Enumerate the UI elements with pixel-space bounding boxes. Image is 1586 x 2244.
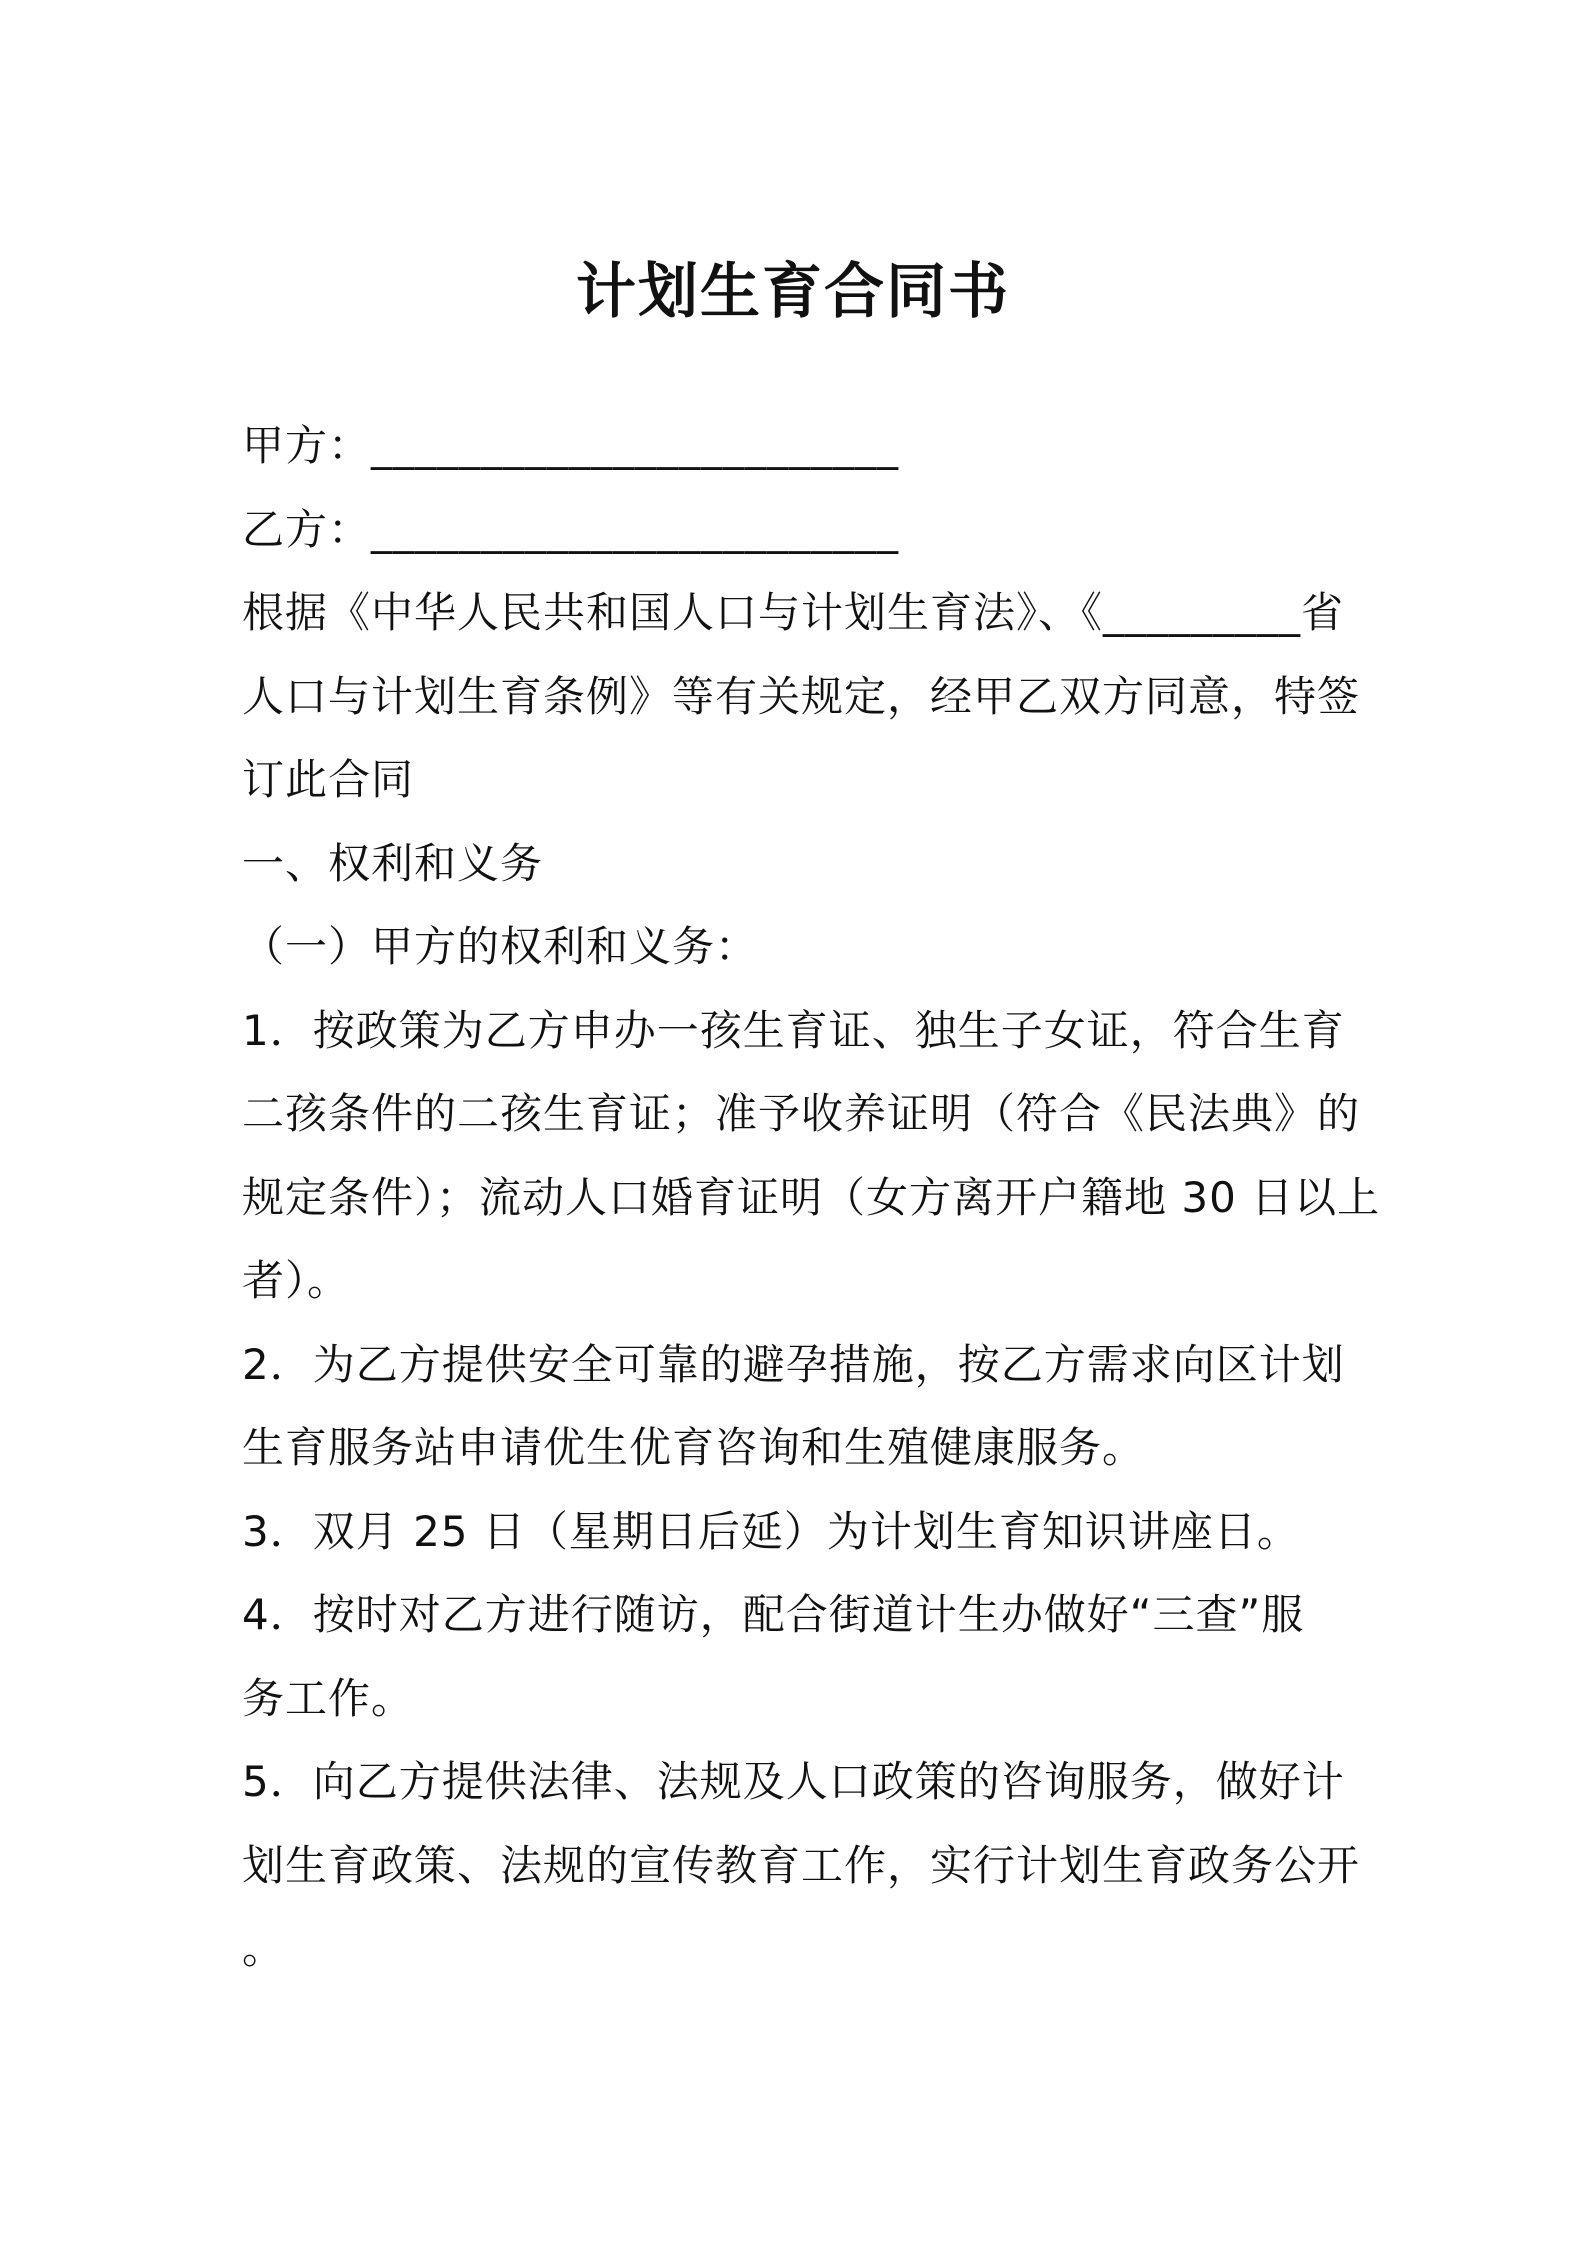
preamble-line: 根据《中华人民共和国人口与计划生育法》、《_________省 xyxy=(242,588,1345,637)
clause-line: 3．双月 25 日（星期日后延）为计划生育知识讲座日。 xyxy=(242,1506,1300,1556)
clause-line: 生育服务站申请优生优育咨询和生殖健康服务。 xyxy=(242,1423,1146,1472)
preamble-line: 人口与计划生育条例》等有关规定，经甲乙双方同意，特签 xyxy=(242,671,1361,721)
clause-line: 2．为乙方提供安全可靠的避孕措施，按乙方需求向区计划 xyxy=(242,1339,1345,1389)
preamble-line: 订此合同 xyxy=(242,755,415,804)
clause-line: 。 xyxy=(242,1924,286,1973)
clause-line: 划生育政策、法规的宣传教育工作，实行计划生育政务公开 xyxy=(242,1840,1361,1890)
document-body xyxy=(242,404,1381,1991)
party-b-line: 乙方：________________________ xyxy=(242,504,900,554)
subsection-heading: （一）甲方的权利和义务： xyxy=(242,922,759,971)
clause-line: 务工作。 xyxy=(242,1673,415,1723)
clause-line: 1．按政策为乙方申办一孩生育证、独生子女证，符合生育 xyxy=(242,1005,1345,1055)
section-heading: 一、权利和义务 xyxy=(242,838,544,888)
clause-line: 4．按时对乙方进行随访，配合街道计生办做好“三查”服 xyxy=(242,1590,1305,1639)
clause-line: 规定条件）；流动人口婚育证明（女方离开户籍地 30 日以上 xyxy=(242,1172,1381,1222)
document-title: 计划生育合同书 xyxy=(576,257,1010,327)
clause-line: 5．向乙方提供法律、法规及人口政策的咨询服务，做好计 xyxy=(242,1757,1345,1806)
party-a-line: 甲方：________________________ xyxy=(242,421,900,470)
clause-line: 者）。 xyxy=(242,1256,351,1305)
clause-line: 二孩条件的二孩生育证；准予收养证明（符合《民法典》的 xyxy=(242,1089,1361,1138)
